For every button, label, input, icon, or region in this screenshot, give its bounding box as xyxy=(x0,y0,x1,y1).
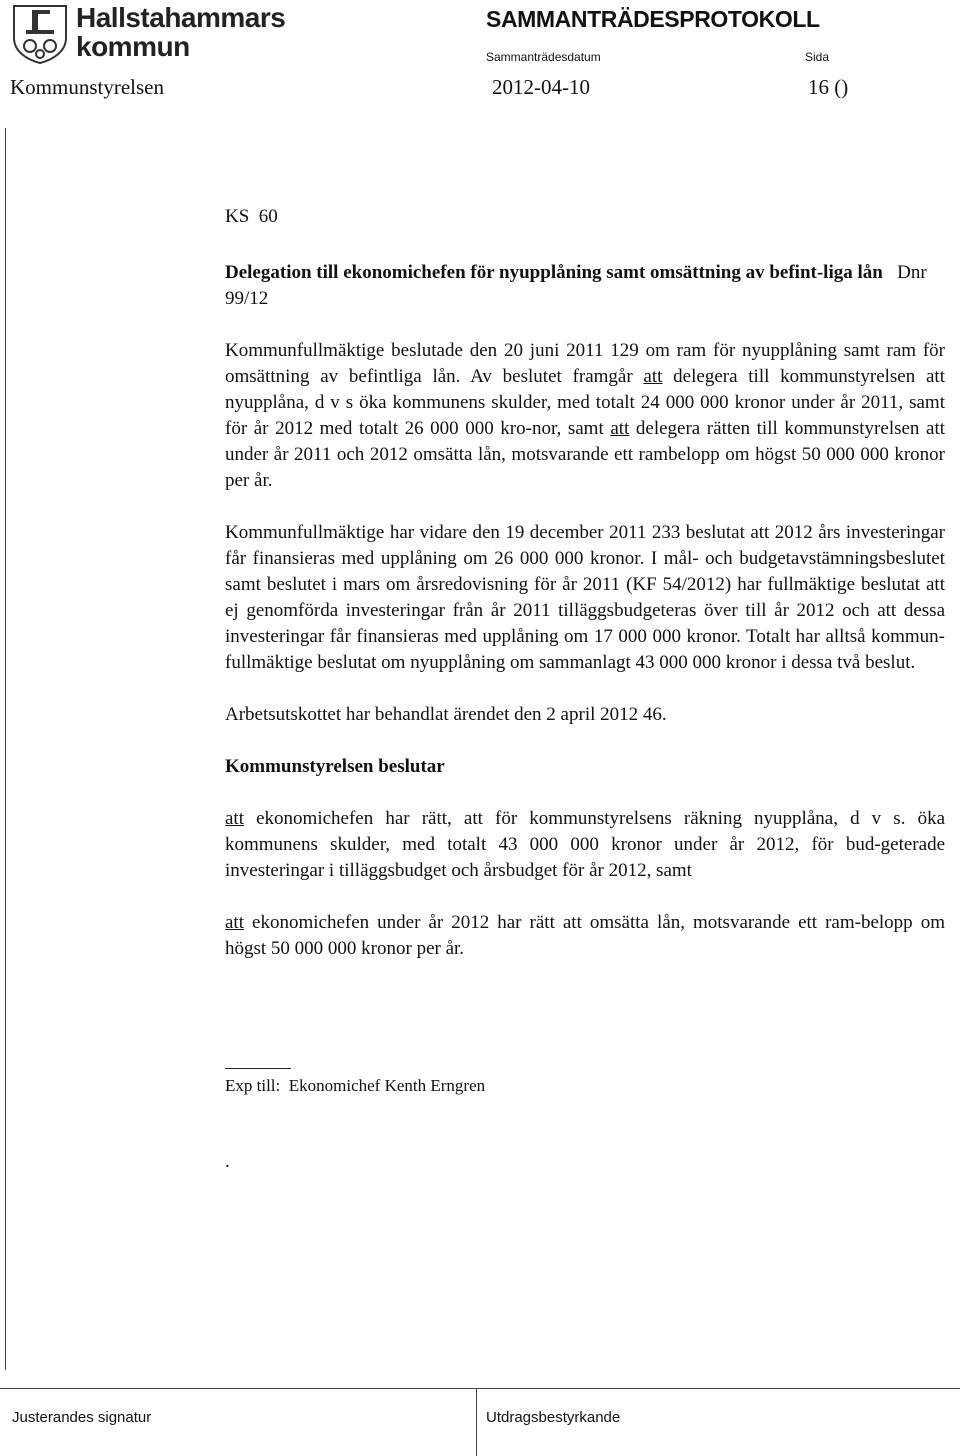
footer-divider xyxy=(476,1388,477,1456)
paragraph-1-text-c: delegera rätten till kommunstyrelsen att under år 2011 och 2012 omsätta lån, motsvarande ett rambelopp om högst 50 000 000 kronor per år. xyxy=(225,418,945,491)
att-keyword: att xyxy=(643,366,663,387)
left-margin-rule xyxy=(5,128,6,1370)
att-keyword: att xyxy=(225,912,244,933)
minutes-body xyxy=(225,204,945,1175)
paragraph-1-text-a: Kommunfullmäktige beslutade den 20 juni 2011 129 om ram för nyupplåning samt ram för omsättning av befintliga lån. Av beslutet framgår xyxy=(225,340,945,387)
municipality-logo xyxy=(12,2,286,62)
case-heading xyxy=(225,260,945,312)
document-type: SAMMANTRÄDESPROTOKOLL xyxy=(486,6,820,32)
paragraph-1 xyxy=(225,338,945,494)
body-name: Kommunstyrelsen xyxy=(10,75,164,99)
att-keyword: att xyxy=(225,808,244,829)
trailing-dot: . xyxy=(225,1151,230,1172)
expedition-recipient: Ekonomichef Kenth Erngren xyxy=(288,1076,486,1095)
decision-item-2-text: ekonomichefen under år 2012 har rätt att omsätta lån, motsvarande ett ram-belopp om högst 50 000 000 kronor per år. xyxy=(225,912,945,959)
coat-of-arms-icon xyxy=(12,4,68,64)
expedition-line xyxy=(225,1073,945,1099)
decision-item-1 xyxy=(225,806,945,884)
meeting-date-label: Sammanträdesdatum xyxy=(486,50,601,64)
paragraph-2: Kommunfullmäktige har vidare den 19 december 2011 233 beslutat att 2012 års investeringar får finansieras med upplåning om 26 000 000 kronor. I mål- och budgetavstämningsbeslutet samt beslutet i mars om årsredovisning för år 2011 (KF 54/2012) har fullmäktige beslutat att ej genomförda investeringar från år 2011 tilläggsbudgeteras över till år 2012 och att dessa investeringar får finansieras med upplåning om 17 000 000 kronor. Totalt har alltså kommun-fullmäktige beslutat om nyupplåning om sammanlagt 43 000 000 kronor i dessa två beslut. xyxy=(225,522,945,673)
certification-label: Utdragsbestyrkande xyxy=(486,1409,621,1426)
expedition-label: Exp till: xyxy=(225,1076,281,1095)
org-name-line2: kommun xyxy=(76,31,190,62)
page-label: Sida xyxy=(805,50,830,64)
att-keyword: att xyxy=(610,418,630,439)
page-number: 16 () xyxy=(808,75,849,99)
case-title: Delegation till ekonomichefen för nyupplåning samt omsättning av befint-liga lån xyxy=(225,262,883,283)
org-name-line1: Hallstahammars xyxy=(76,2,286,33)
decision-item-1-text: ekonomichefen har rätt, att för kommunstyrelsens räkning nyupplåna, d v s. öka kommunens skulder, med totalt 43 000 000 kronor under år 2012, för bud-geterade investeringar i tilläggsbudget och årsbudget för år 2012, samt xyxy=(225,808,945,881)
decision-heading: Kommunstyrelsen beslutar xyxy=(225,756,445,777)
decision-item-2 xyxy=(225,910,945,962)
paragraph-1-text-b: delegera till kommunstyrelsen att nyupplåna, d v s öka kommunens skulder, med totalt 24 000 000 kronor under år 2011, samt för år 2012 med totalt 26 000 000 kro-nor, samt xyxy=(225,366,945,439)
signature-label: Justerandes signatur xyxy=(12,1409,152,1426)
case-dnr: Dnr 99/12 xyxy=(225,262,927,309)
paragraph-3: Arbetsutskottet har behandlat ärendet den 2 april 2012 46. xyxy=(225,704,667,725)
meeting-date: 2012-04-10 xyxy=(492,75,590,99)
case-number: KS 60 xyxy=(225,206,278,227)
footer-rule xyxy=(0,1388,960,1389)
expedition-rule xyxy=(225,1068,291,1069)
